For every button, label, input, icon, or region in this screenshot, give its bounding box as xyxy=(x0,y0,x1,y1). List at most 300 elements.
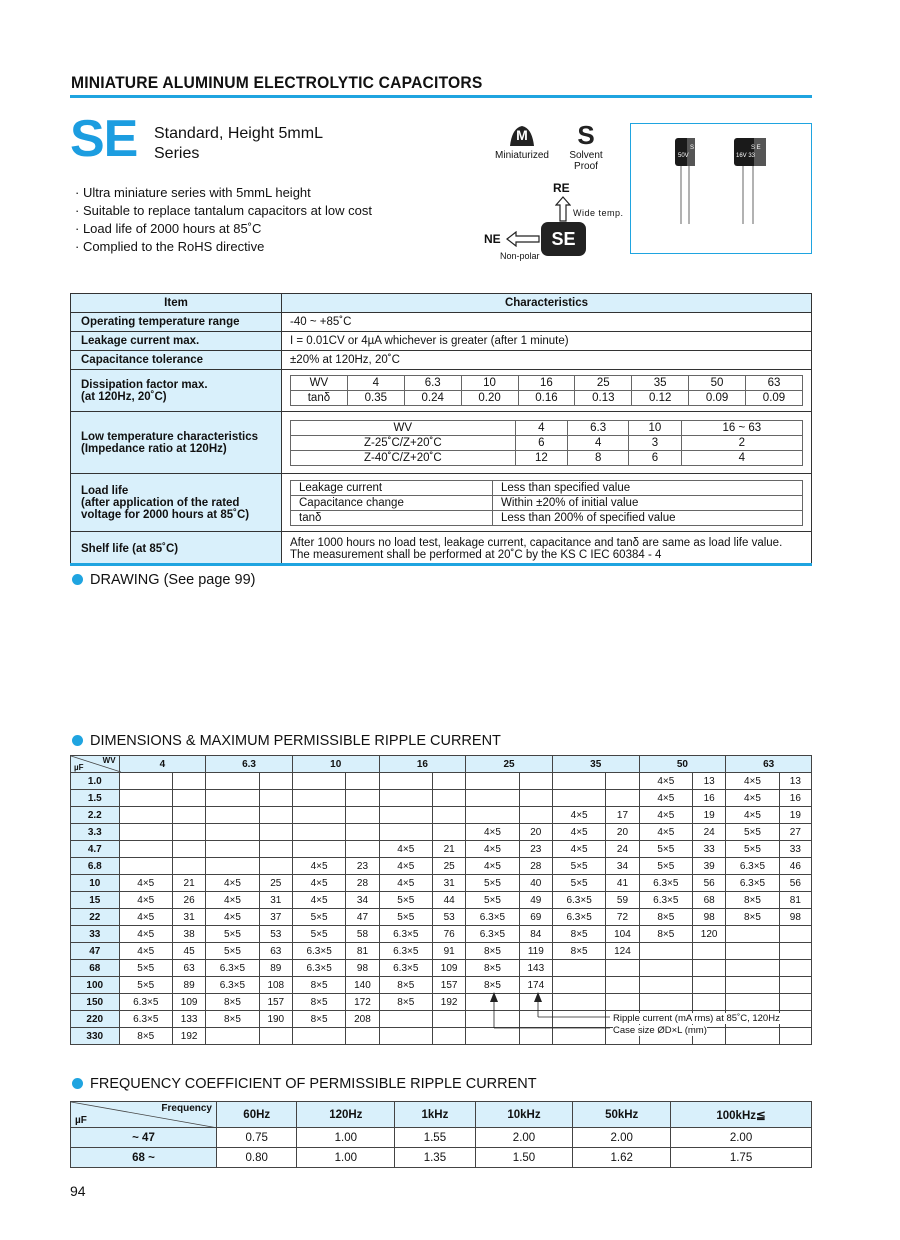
ll-cell: Within ±20% of initial value xyxy=(493,495,803,510)
table-row xyxy=(71,892,812,909)
ripple-cell xyxy=(519,773,552,790)
lt-cell: 12 xyxy=(515,450,568,465)
ripple-cell: 49 xyxy=(519,892,552,909)
spec-label: Operating temperature range xyxy=(71,313,282,332)
subtitle-line-1: Standard, Height 5mmL xyxy=(154,125,323,142)
lt-cell: Z-25˚C/Z+20˚C xyxy=(291,435,516,450)
case-size-cell xyxy=(726,926,779,943)
lt-cell: 4 xyxy=(681,450,802,465)
case-size-cell: 5×5 xyxy=(206,926,259,943)
table-row xyxy=(71,824,812,841)
dim-cap-cell: 47 xyxy=(71,943,120,960)
feature-item: · Load life of 2000 hours at 85˚C xyxy=(75,221,262,236)
case-size-cell xyxy=(639,943,692,960)
case-size-cell xyxy=(292,824,345,841)
dim-cap-cell: 330 xyxy=(71,1028,120,1045)
corner-frequency: Frequency xyxy=(161,1103,212,1114)
dim-cap-cell: 1.5 xyxy=(71,790,120,807)
spec-label xyxy=(71,370,282,412)
table-row xyxy=(71,926,812,943)
header-divider xyxy=(70,95,812,98)
lt-cell: 2 xyxy=(681,435,802,450)
case-size-cell xyxy=(639,994,692,1011)
ripple-cell: 69 xyxy=(519,909,552,926)
ripple-cell: 133 xyxy=(173,1011,206,1028)
case-size-cell: 4×5 xyxy=(639,773,692,790)
ripple-cell: 63 xyxy=(259,943,292,960)
dim-cap-cell: 220 xyxy=(71,1011,120,1028)
ripple-cell xyxy=(693,960,726,977)
ripple-cell: 45 xyxy=(173,943,206,960)
case-size-cell: 6.3×5 xyxy=(466,926,519,943)
badge-icon-letter: S xyxy=(577,120,595,148)
case-size-cell xyxy=(379,773,432,790)
df-tan-cell: 0.16 xyxy=(518,391,575,406)
spec-value: ±20% at 120Hz, 20˚C xyxy=(282,351,812,370)
ripple-cell: 124 xyxy=(606,943,639,960)
df-tan-cell: 0.12 xyxy=(632,391,689,406)
lt-row xyxy=(291,450,803,465)
case-size-cell: 8×5 xyxy=(292,994,345,1011)
spec-table xyxy=(70,293,812,566)
case-size-cell: 5×5 xyxy=(119,960,172,977)
df-cell xyxy=(282,370,812,412)
badge-miniaturized xyxy=(492,120,552,161)
lt-cell: 10 xyxy=(629,420,682,435)
case-size-cell: 8×5 xyxy=(379,994,432,1011)
case-size-cell: 8×5 xyxy=(292,977,345,994)
ripple-cell xyxy=(259,807,292,824)
arrow-left-icon xyxy=(506,231,540,247)
df-tan-cell: 0.20 xyxy=(461,391,518,406)
spec-label-line: voltage for 2000 hours at 85˚C) xyxy=(81,508,250,521)
ripple-cell: 157 xyxy=(433,977,466,994)
ripple-cell: 63 xyxy=(173,960,206,977)
dim-voltage-header: 63 xyxy=(726,756,812,773)
df-wv-cell: 50 xyxy=(689,376,746,391)
case-size-cell: 6.3×5 xyxy=(292,960,345,977)
case-size-cell xyxy=(379,1028,432,1045)
ripple-cell: 84 xyxy=(519,926,552,943)
freq-value-cell: 1.35 xyxy=(395,1148,475,1168)
case-size-cell xyxy=(466,790,519,807)
ripple-cell: 21 xyxy=(173,875,206,892)
ripple-cell: 38 xyxy=(173,926,206,943)
case-size-cell: 4×5 xyxy=(206,892,259,909)
case-size-cell: 4×5 xyxy=(379,858,432,875)
case-size-cell: 6.3×5 xyxy=(726,858,779,875)
freq-header-cell: 120Hz xyxy=(297,1102,395,1128)
dim-voltage-header: 35 xyxy=(552,756,639,773)
ripple-cell xyxy=(779,994,811,1011)
capacitor-illustration xyxy=(631,124,810,252)
case-size-cell: 8×5 xyxy=(726,892,779,909)
case-size-cell xyxy=(466,807,519,824)
ll-cell xyxy=(282,474,812,532)
dimensions-title: DIMENSIONS & MAXIMUM PERMISSIBLE RIPPLE CURRENT xyxy=(90,733,501,749)
case-size-cell: 6.3×5 xyxy=(379,960,432,977)
case-size-cell: 4×5 xyxy=(119,943,172,960)
subtitle-line-2: Series xyxy=(154,145,200,162)
photo-label: 50V xyxy=(678,153,689,159)
dim-cap-cell: 6.8 xyxy=(71,858,120,875)
freq-value-cell: 2.00 xyxy=(671,1128,812,1148)
ripple-cell: 72 xyxy=(606,909,639,926)
lt-cell: WV xyxy=(291,420,516,435)
drawing-ref: (See page 99) xyxy=(163,572,256,588)
case-size-cell xyxy=(119,790,172,807)
case-size-cell xyxy=(119,841,172,858)
ripple-cell: 31 xyxy=(433,875,466,892)
ripple-cell xyxy=(173,807,206,824)
dim-voltage-header: 25 xyxy=(466,756,553,773)
legend-case: Case size ØD×L (mm) xyxy=(613,1025,707,1036)
case-size-cell xyxy=(379,1011,432,1028)
case-size-cell: 6.3×5 xyxy=(379,926,432,943)
freq-header-cell: 50kHz xyxy=(573,1102,671,1128)
df-wv-cell: 63 xyxy=(746,376,803,391)
case-size-cell: 5×5 xyxy=(466,892,519,909)
case-size-cell: 5×5 xyxy=(726,841,779,858)
spec-label-line: (Impedance ratio at 120Hz) xyxy=(81,442,227,455)
ripple-cell: 104 xyxy=(606,926,639,943)
dim-voltage-header: 16 xyxy=(379,756,466,773)
ripple-cell xyxy=(173,841,206,858)
ripple-cell: 39 xyxy=(693,858,726,875)
case-size-cell xyxy=(119,858,172,875)
freq-label-cell: 68 ~ xyxy=(71,1148,217,1168)
ripple-cell: 33 xyxy=(779,841,811,858)
shelf-line: The measurement shall be performed at 20˚C by the KS C IEC 60384 - 4 xyxy=(290,548,662,561)
spec-label-line: Load life xyxy=(81,484,129,497)
case-size-cell: 6.3×5 xyxy=(119,1011,172,1028)
case-size-cell xyxy=(726,943,779,960)
dim-cap-cell: 150 xyxy=(71,994,120,1011)
series-code: SE xyxy=(70,110,138,168)
ripple-cell: 140 xyxy=(346,977,379,994)
df-tan-cell: 0.13 xyxy=(575,391,632,406)
ripple-cell: 98 xyxy=(779,909,811,926)
ripple-cell: 34 xyxy=(606,858,639,875)
ripple-cell xyxy=(779,926,811,943)
df-tan-cell: tanδ xyxy=(291,391,348,406)
ripple-cell xyxy=(346,807,379,824)
ll-row xyxy=(291,495,803,510)
case-size-cell xyxy=(292,841,345,858)
ripple-cell: 16 xyxy=(779,790,811,807)
ll-row xyxy=(291,510,803,525)
freq-value-cell: 2.00 xyxy=(573,1128,671,1148)
freq-value-cell: 1.00 xyxy=(297,1148,395,1168)
ripple-cell: 81 xyxy=(779,892,811,909)
badge-label: Solvent Proof xyxy=(569,150,603,172)
shelf-value xyxy=(282,532,812,566)
lt-table xyxy=(290,420,803,466)
spec-label: Capacitance tolerance xyxy=(71,351,282,370)
ripple-cell xyxy=(519,790,552,807)
lt-row xyxy=(291,420,803,435)
freq-header-cell: 10kHz xyxy=(475,1102,573,1128)
table-row xyxy=(71,858,812,875)
ripple-cell: 76 xyxy=(433,926,466,943)
dim-header-row xyxy=(71,756,812,773)
case-size-cell: 8×5 xyxy=(552,926,605,943)
ripple-cell: 20 xyxy=(519,824,552,841)
case-size-cell xyxy=(119,773,172,790)
table-row xyxy=(71,960,812,977)
case-size-cell: 6.3×5 xyxy=(552,909,605,926)
case-size-cell xyxy=(379,824,432,841)
case-size-cell xyxy=(466,773,519,790)
ripple-cell xyxy=(433,773,466,790)
dim-cap-cell: 3.3 xyxy=(71,824,120,841)
ripple-cell xyxy=(433,1028,466,1045)
case-size-cell xyxy=(639,960,692,977)
ripple-cell: 28 xyxy=(519,858,552,875)
case-size-cell: 5×5 xyxy=(206,943,259,960)
case-size-cell xyxy=(119,807,172,824)
ripple-cell: 26 xyxy=(173,892,206,909)
dim-cap-cell: 10 xyxy=(71,875,120,892)
spec-label-line: Low temperature characteristics xyxy=(81,430,259,443)
table-row xyxy=(71,977,812,994)
feature-item: · Complied to the RoHS directive xyxy=(75,239,265,254)
ripple-cell xyxy=(433,824,466,841)
freq-header-row xyxy=(71,1102,812,1128)
bullet-icon xyxy=(72,574,83,585)
case-size-cell: 8×5 xyxy=(466,977,519,994)
case-size-cell: 4×5 xyxy=(639,824,692,841)
case-size-cell: 4×5 xyxy=(292,858,345,875)
case-size-cell: 8×5 xyxy=(379,977,432,994)
dimensions-heading xyxy=(72,733,501,749)
case-size-cell xyxy=(292,790,345,807)
badge-solvent-proof xyxy=(556,120,616,172)
df-wv-cell: 6.3 xyxy=(404,376,461,391)
ll-cell: Less than specified value xyxy=(493,480,803,495)
df-wv-cell: 25 xyxy=(575,376,632,391)
ripple-cell: 25 xyxy=(433,858,466,875)
ripple-cell xyxy=(259,858,292,875)
ripple-cell: 41 xyxy=(606,875,639,892)
ripple-cell: 56 xyxy=(779,875,811,892)
case-size-cell: 4×5 xyxy=(379,841,432,858)
case-size-cell: 8×5 xyxy=(292,1011,345,1028)
case-size-cell xyxy=(552,977,605,994)
freq-value-cell: 1.50 xyxy=(475,1148,573,1168)
frequency-table xyxy=(70,1101,812,1168)
ripple-cell: 31 xyxy=(259,892,292,909)
case-size-cell: 8×5 xyxy=(726,909,779,926)
ripple-cell: 53 xyxy=(433,909,466,926)
ripple-cell xyxy=(693,977,726,994)
feature-list xyxy=(75,184,372,256)
freq-header-cell: 1kHz xyxy=(395,1102,475,1128)
case-size-cell: 8×5 xyxy=(466,960,519,977)
case-size-cell: 5×5 xyxy=(552,858,605,875)
case-size-cell: 5×5 xyxy=(292,909,345,926)
case-size-cell: 4×5 xyxy=(466,858,519,875)
ripple-cell xyxy=(259,824,292,841)
case-size-cell xyxy=(119,824,172,841)
case-size-cell: 4×5 xyxy=(726,790,779,807)
shelf-line: After 1000 hours no load test, leakage current, capacitance and tanδ are same as load life value. xyxy=(290,536,783,549)
ripple-cell xyxy=(606,960,639,977)
dim-voltage-header: 10 xyxy=(292,756,379,773)
ripple-cell: 16 xyxy=(693,790,726,807)
ripple-cell: 13 xyxy=(693,773,726,790)
case-size-cell: 5×5 xyxy=(726,824,779,841)
lt-row xyxy=(291,435,803,450)
dim-cap-cell: 1.0 xyxy=(71,773,120,790)
case-size-cell xyxy=(726,960,779,977)
freq-value-cell: 1.00 xyxy=(297,1128,395,1148)
ripple-cell xyxy=(779,1028,811,1045)
photo-label: 16V 33 xyxy=(736,153,756,159)
ripple-cell: 31 xyxy=(173,909,206,926)
ripple-cell xyxy=(173,858,206,875)
case-size-cell: 4×5 xyxy=(119,926,172,943)
case-size-cell xyxy=(379,790,432,807)
case-size-cell: 4×5 xyxy=(552,807,605,824)
lt-cell: 6.3 xyxy=(568,420,629,435)
corner-uf: µF xyxy=(74,763,84,772)
ripple-cell xyxy=(259,790,292,807)
ripple-cell: 27 xyxy=(779,824,811,841)
case-size-cell: 4×5 xyxy=(206,909,259,926)
spec-head-item: Item xyxy=(71,294,282,313)
case-size-cell xyxy=(552,790,605,807)
corner-wv: WV xyxy=(102,756,116,765)
feature-item: · Suitable to replace tantalum capacitors at low cost xyxy=(75,203,372,218)
case-size-cell xyxy=(552,960,605,977)
table-row xyxy=(71,773,812,790)
table-row xyxy=(71,790,812,807)
ripple-cell: 23 xyxy=(346,858,379,875)
case-size-cell xyxy=(379,807,432,824)
case-size-cell: 6.3×5 xyxy=(552,892,605,909)
case-size-cell: 5×5 xyxy=(639,858,692,875)
case-size-cell: 5×5 xyxy=(292,926,345,943)
case-size-cell: 6.3×5 xyxy=(206,977,259,994)
ripple-cell xyxy=(346,790,379,807)
ripple-cell xyxy=(779,977,811,994)
ripple-cell xyxy=(173,824,206,841)
case-size-cell xyxy=(206,1028,259,1045)
df-tan-cell: 0.35 xyxy=(347,391,404,406)
family-up-note: Wide temp. xyxy=(573,208,624,218)
df-wv-cell: 4 xyxy=(347,376,404,391)
df-table xyxy=(290,375,803,406)
freq-header-cell: 60Hz xyxy=(217,1102,297,1128)
solvent-proof-icon xyxy=(572,120,600,148)
family-up: RE xyxy=(553,181,570,195)
ripple-cell xyxy=(693,994,726,1011)
ripple-cell xyxy=(346,824,379,841)
ripple-cell xyxy=(346,773,379,790)
freq-value-cell: 1.62 xyxy=(573,1148,671,1168)
case-size-cell xyxy=(726,1028,779,1045)
case-size-cell xyxy=(292,773,345,790)
case-size-cell: 6.3×5 xyxy=(379,943,432,960)
ripple-cell: 120 xyxy=(693,926,726,943)
case-size-cell xyxy=(206,807,259,824)
case-size-cell: 8×5 xyxy=(206,1011,259,1028)
case-size-cell: 8×5 xyxy=(639,909,692,926)
ripple-cell: 34 xyxy=(346,892,379,909)
case-size-cell: 8×5 xyxy=(119,1028,172,1045)
case-size-cell xyxy=(292,807,345,824)
ripple-cell xyxy=(259,773,292,790)
ripple-cell: 21 xyxy=(433,841,466,858)
ripple-cell xyxy=(519,807,552,824)
family-center: SE xyxy=(541,222,586,256)
table-row xyxy=(71,1128,812,1148)
lt-cell: 6 xyxy=(515,435,568,450)
case-size-cell xyxy=(552,773,605,790)
arrow-up-icon xyxy=(555,196,571,222)
ripple-cell: 25 xyxy=(259,875,292,892)
feature-item: · Ultra miniature series with 5mmL height xyxy=(75,185,311,200)
ripple-cell: 13 xyxy=(779,773,811,790)
ripple-cell: 33 xyxy=(693,841,726,858)
page-number: 94 xyxy=(70,1183,86,1199)
freq-label-cell: ~ 47 xyxy=(71,1128,217,1148)
spec-label-line: Dissipation factor max. xyxy=(81,378,208,391)
drawing-heading xyxy=(72,572,255,588)
ripple-cell: 108 xyxy=(259,977,292,994)
case-size-cell: 6.3×5 xyxy=(466,909,519,926)
df-tan-cell: 0.09 xyxy=(689,391,746,406)
badge-label: Miniaturized xyxy=(495,150,549,161)
df-wv-cell: 10 xyxy=(461,376,518,391)
ripple-cell: 40 xyxy=(519,875,552,892)
case-size-cell: 5×5 xyxy=(119,977,172,994)
case-size-cell: 4×5 xyxy=(639,790,692,807)
ripple-cell: 20 xyxy=(606,824,639,841)
ripple-cell xyxy=(779,943,811,960)
ripple-cell: 192 xyxy=(173,1028,206,1045)
ripple-cell xyxy=(259,1028,292,1045)
lt-cell: Z-40˚C/Z+20˚C xyxy=(291,450,516,465)
miniaturized-icon xyxy=(508,120,536,148)
ripple-cell xyxy=(606,790,639,807)
dim-cap-cell: 22 xyxy=(71,909,120,926)
series-subtitle xyxy=(154,124,323,164)
drawing-title: DRAWING xyxy=(90,572,160,588)
lt-cell: 4 xyxy=(568,435,629,450)
case-size-cell: 4×5 xyxy=(292,875,345,892)
case-size-cell xyxy=(292,1028,345,1045)
case-size-cell: 5×5 xyxy=(379,909,432,926)
df-wv-cell: 35 xyxy=(632,376,689,391)
spec-label xyxy=(71,474,282,532)
case-size-cell: 4×5 xyxy=(119,909,172,926)
freq-value-cell: 2.00 xyxy=(475,1128,573,1148)
ripple-cell: 192 xyxy=(433,994,466,1011)
lt-cell: 8 xyxy=(568,450,629,465)
df-tan-row xyxy=(291,391,803,406)
freq-value-cell: 1.55 xyxy=(395,1128,475,1148)
dim-voltage-header: 50 xyxy=(639,756,726,773)
ripple-cell: 143 xyxy=(519,960,552,977)
ripple-cell: 157 xyxy=(259,994,292,1011)
badge-icon-letter: M xyxy=(516,127,528,143)
dim-cap-cell: 2.2 xyxy=(71,807,120,824)
ll-cell: Less than 200% of specified value xyxy=(493,510,803,525)
ripple-cell xyxy=(779,960,811,977)
lt-cell: 6 xyxy=(629,450,682,465)
